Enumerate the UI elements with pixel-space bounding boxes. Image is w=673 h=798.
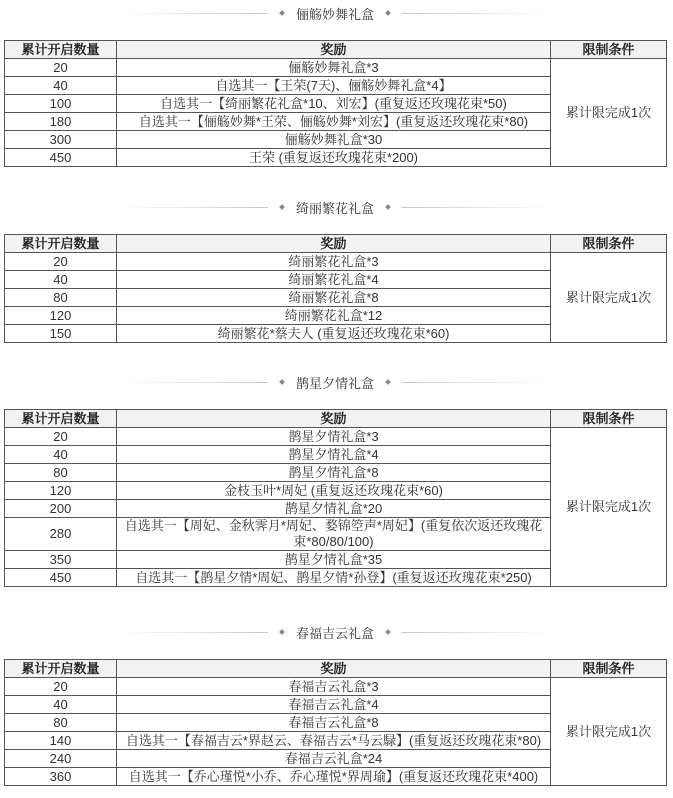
section-title	[4, 621, 666, 643]
reward-cell: 自选其一【春福吉云*界赵云、春福吉云*马云騄】(重复返还玫瑰花束*80)	[117, 732, 551, 750]
count-cell: 450	[5, 149, 117, 167]
section-title-text: 绮丽繁花礼盒	[295, 200, 374, 216]
reward-table	[4, 409, 667, 587]
reward-cell: 鹊星夕情礼盒*4	[117, 446, 551, 464]
count-cell: 120	[5, 307, 117, 325]
diamond-icon	[385, 629, 391, 635]
section-1	[4, 2, 666, 167]
section-2	[4, 196, 666, 343]
section-title	[4, 371, 666, 393]
reward-cell: 鹊星夕情礼盒*20	[117, 500, 551, 518]
header-row	[5, 235, 667, 253]
table-row	[5, 59, 667, 77]
count-cell: 80	[5, 289, 117, 307]
section-title-text: 鹊星夕情礼盒	[295, 375, 374, 391]
diamond-icon	[385, 10, 391, 16]
divider-right	[402, 13, 552, 14]
condition-cell: 累计限完成1次	[551, 678, 667, 786]
reward-cell: 自选其一【王荣(7天)、俪觞妙舞礼盒*4】	[117, 77, 551, 95]
count-cell: 140	[5, 732, 117, 750]
count-cell: 20	[5, 59, 117, 77]
reward-table	[4, 659, 667, 786]
count-cell: 20	[5, 253, 117, 271]
reward-cell: 绮丽繁花礼盒*4	[117, 271, 551, 289]
count-cell: 80	[5, 714, 117, 732]
section-3	[4, 371, 666, 587]
section-title-text: 春福吉云礼盒	[295, 625, 374, 641]
count-cell: 360	[5, 768, 117, 786]
count-cell: 80	[5, 464, 117, 482]
count-cell: 300	[5, 131, 117, 149]
header-reward: 奖励	[117, 41, 551, 59]
count-cell: 40	[5, 446, 117, 464]
count-cell: 280	[5, 518, 117, 551]
reward-cell: 自选其一【绮丽繁花礼盒*10、刘宏】(重复返还玫瑰花束*50)	[117, 95, 551, 113]
count-cell: 450	[5, 569, 117, 587]
count-cell: 240	[5, 750, 117, 768]
reward-cell: 鹊星夕情礼盒*3	[117, 428, 551, 446]
reward-cell: 俪觞妙舞礼盒*3	[117, 59, 551, 77]
count-cell: 180	[5, 113, 117, 131]
section-4	[4, 621, 666, 786]
header-reward: 奖励	[117, 235, 551, 253]
diamond-icon	[385, 204, 391, 210]
header-row	[5, 410, 667, 428]
divider-right	[402, 382, 552, 383]
diamond-icon	[385, 379, 391, 385]
reward-cell: 鹊星夕情礼盒*35	[117, 551, 551, 569]
header-row	[5, 660, 667, 678]
divider-right	[402, 207, 552, 208]
reward-cell: 自选其一【鹊星夕情*周妃、鹊星夕情*孙登】(重复返还玫瑰花束*250)	[117, 569, 551, 587]
section-title	[4, 196, 666, 218]
count-cell: 100	[5, 95, 117, 113]
header-reward: 奖励	[117, 660, 551, 678]
table-row	[5, 253, 667, 271]
count-cell: 40	[5, 696, 117, 714]
count-cell: 150	[5, 325, 117, 343]
reward-cell: 春福吉云礼盒*24	[117, 750, 551, 768]
divider-left	[118, 13, 268, 14]
reward-table	[4, 234, 667, 343]
table-row	[5, 678, 667, 696]
reward-cell: 春福吉云礼盒*3	[117, 678, 551, 696]
header-count: 累计开启数量	[5, 660, 117, 678]
reward-cell: 俪觞妙舞礼盒*30	[117, 131, 551, 149]
reward-cell: 自选其一【周妃、金秋霁月*周妃、婺锦箜声*周妃】(重复依次返还玫瑰花束*80/80/100)	[117, 518, 551, 551]
count-cell: 20	[5, 678, 117, 696]
diamond-icon	[279, 10, 285, 16]
header-count: 累计开启数量	[5, 235, 117, 253]
divider-right	[402, 632, 552, 633]
condition-cell: 累计限完成1次	[551, 428, 667, 587]
reward-cell: 春福吉云礼盒*8	[117, 714, 551, 732]
count-cell: 200	[5, 500, 117, 518]
count-cell: 120	[5, 482, 117, 500]
header-condition: 限制条件	[551, 660, 667, 678]
header-row	[5, 41, 667, 59]
header-condition: 限制条件	[551, 235, 667, 253]
reward-cell: 春福吉云礼盒*4	[117, 696, 551, 714]
count-cell: 20	[5, 428, 117, 446]
reward-cell: 鹊星夕情礼盒*8	[117, 464, 551, 482]
reward-table	[4, 40, 667, 167]
reward-cell: 绮丽繁花礼盒*3	[117, 253, 551, 271]
reward-cell: 自选其一【乔心瑾悦*小乔、乔心瑾悦*界周瑜】(重复返还玫瑰花束*400)	[117, 768, 551, 786]
reward-cell: 自选其一【俪觞妙舞*王荣、俪觞妙舞*刘宏】(重复返还玫瑰花束*80)	[117, 113, 551, 131]
divider-left	[118, 207, 268, 208]
reward-cell: 绮丽繁花礼盒*8	[117, 289, 551, 307]
count-cell: 40	[5, 271, 117, 289]
diamond-icon	[279, 379, 285, 385]
reward-cell: 绮丽繁花*蔡夫人 (重复返还玫瑰花束*60)	[117, 325, 551, 343]
header-condition: 限制条件	[551, 410, 667, 428]
reward-cell: 金枝玉叶*周妃 (重复返还玫瑰花束*60)	[117, 482, 551, 500]
section-title-text: 俪觞妙舞礼盒	[295, 6, 374, 22]
header-condition: 限制条件	[551, 41, 667, 59]
reward-cell: 绮丽繁花礼盒*12	[117, 307, 551, 325]
divider-left	[118, 382, 268, 383]
header-reward: 奖励	[117, 410, 551, 428]
table-row	[5, 428, 667, 446]
count-cell: 350	[5, 551, 117, 569]
divider-left	[118, 632, 268, 633]
condition-cell: 累计限完成1次	[551, 59, 667, 167]
diamond-icon	[279, 629, 285, 635]
diamond-icon	[279, 204, 285, 210]
header-count: 累计开启数量	[5, 410, 117, 428]
reward-cell: 王荣 (重复返还玫瑰花束*200)	[117, 149, 551, 167]
condition-cell: 累计限完成1次	[551, 253, 667, 343]
count-cell: 40	[5, 77, 117, 95]
section-title	[4, 2, 666, 24]
header-count: 累计开启数量	[5, 41, 117, 59]
